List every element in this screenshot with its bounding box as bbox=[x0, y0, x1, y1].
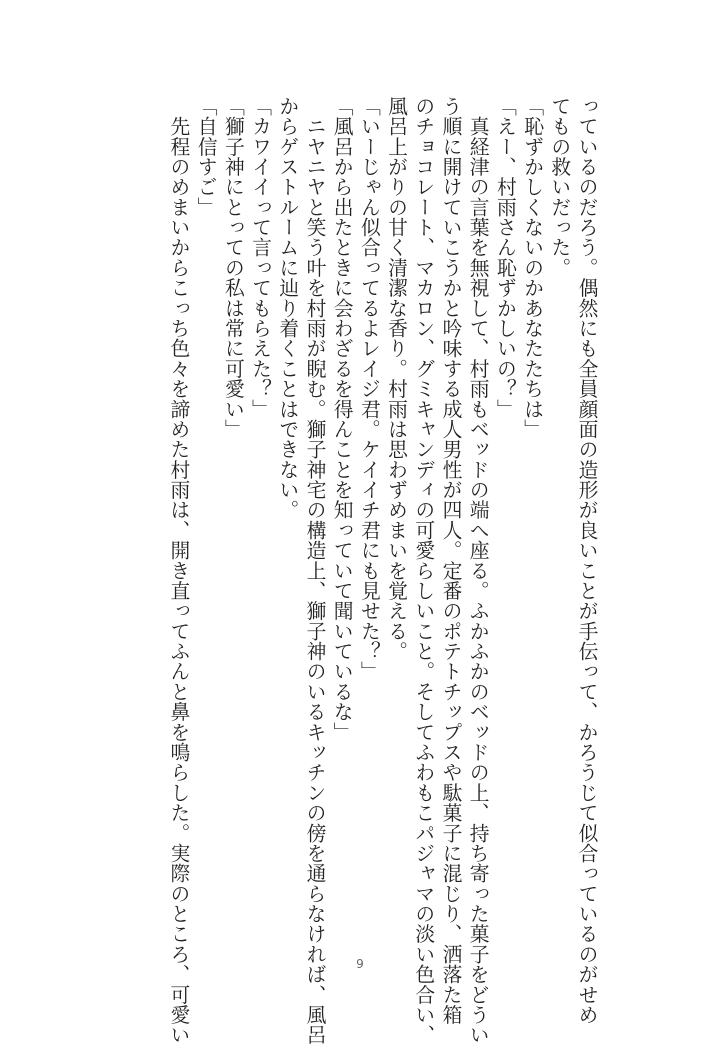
text-line: 「いーじゃん似合ってるよレイジ君。ケイイチ君にも見せた？」 bbox=[357, 96, 381, 682]
text-line: 「カワイイって言ってもらえた？」 bbox=[248, 96, 272, 420]
vertical-text-block bbox=[165, 96, 600, 1045]
text-line: 「自信すご」 bbox=[194, 96, 218, 218]
text-line: 「獅子神にとっての私は常に可愛い」 bbox=[221, 96, 245, 440]
text-line: っているのだろう。偶然にも全員顔面の造形が良いことが手伝って、かろうじて似合っているのがせめ bbox=[575, 96, 598, 1025]
text-line: 風呂上がりの甘く清潔な香り。村雨は思わずめまいを覚える。 bbox=[384, 96, 408, 662]
text-line: う順に開けていこうかと吟味する成人男性が四人。定番のポテトチップスや駄菓子に混じり、洒落た箱 bbox=[438, 96, 462, 1025]
text-line: てもの救いだった。 bbox=[547, 96, 571, 278]
text-line: 「風呂から出たときに会わざるを得んことを知っていて聞いているな」 bbox=[330, 96, 354, 743]
text-line: 「恥ずかしくないのかあなたたちは」 bbox=[520, 96, 544, 440]
text-line: 先程のめまいからこっち色々を諦めた村雨は、開き直ってふんと鼻を鳴らした。実際のところ、可愛い bbox=[166, 96, 190, 1045]
text-line: ニヤニヤと笑う叶を村雨が睨む。獅子神宅の構造上、獅子神のいるキッチンの傍を通らなければ、風呂 bbox=[302, 96, 326, 1045]
text-line: のチョコレート、マカロン、グミキャンディの可愛らしいこと。そしてふわもこパジャマの淡い色合い、 bbox=[411, 96, 435, 1045]
text-line: 「えー、村雨さん恥ずかしいの？」 bbox=[493, 96, 517, 420]
text-line: からゲストルームに辿り着くことはできない。 bbox=[275, 96, 299, 520]
text-line: 真経津の言葉を無視して、村雨もベッドの端へ座る。ふかふかのベッドの上、持ち寄った菓子をどうい bbox=[466, 96, 490, 1045]
page-number: 9 bbox=[356, 957, 364, 971]
